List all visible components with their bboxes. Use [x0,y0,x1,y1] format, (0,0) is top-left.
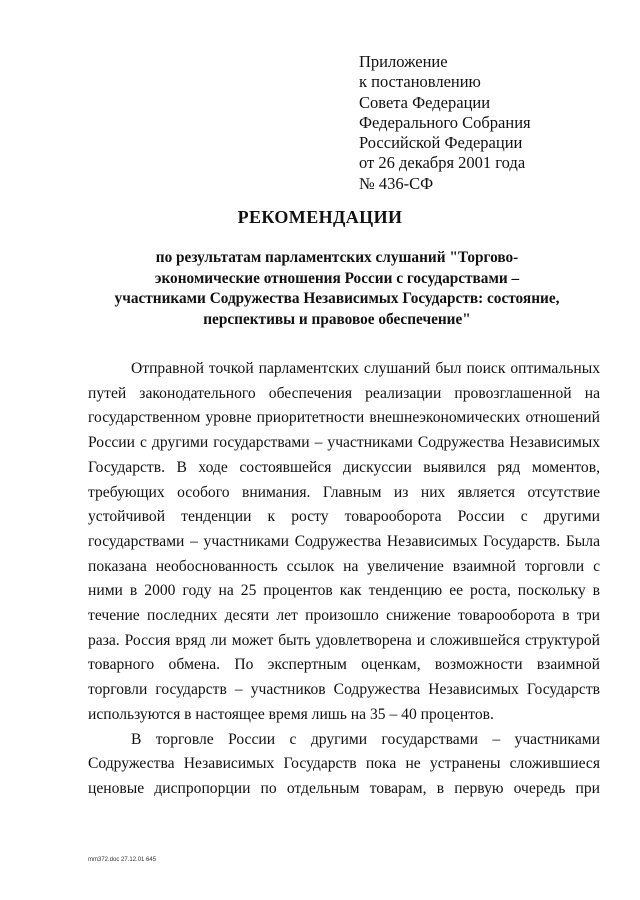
document-title: РЕКОМЕНДАЦИИ [237,207,403,227]
document-body [88,357,600,802]
subtitle-line: экономические отношения России с государствами – [154,269,520,287]
body-paragraph: В торговле России с другими государствами – участниками Содружества Независимых Государств пока не устранены сложившиеся ценовые диспропорции по отдельным товарам, в первую очередь при [88,730,600,797]
document-subtitle [110,248,564,330]
appendix-line: к постановлению [359,72,481,92]
appendix-line: от 26 декабря 2001 года [359,153,526,173]
appendix-line: Приложение [359,52,448,71]
subtitle-line: перспективы и правовое обеспечение" [203,310,471,328]
subtitle-line: участниками Содружества Независимых Государств: состояние, [114,290,560,307]
body-paragraph: Отправной точкой парламентских слушаний был поиск оптимальных путей законодательного обеспечения реализации провозглашенной на государственном уровне приоритетности внешнеэкономических отношений России с другими государствами – участниками Содружества Независимых Государств. В ходе состоявшейся дискуссии выявился ряд моментов, требующих особого внимания. Главным из них является отсутствие устойчивой тенденции к росту товарооборота России с другими государствами – участниками Содружества Независимых Государств. Была показана необоснованность ссылок на увеличение взаимной торговли с ними в 2000 году на 25 процентов как тенденцию ее роста, поскольку в течение последних десяти лет произошло снижение товарооборота в три раза. Россия вряд ли может быть удовлетворена и сложившейся структурой товарного обмена. По экспертным оценкам, возможности взаимной торговли государств – участников Содружества Независимых Государств используются в настоящее время лишь на 35 – 40 процентов. [88,360,600,723]
appendix-line: Федерального Собрания [359,112,531,132]
appendix-line: Российской Федерации [359,133,523,153]
footer-file-code: mm372.doc 27.12.01 645 [88,857,157,863]
appendix-line: № 436-СФ [359,173,434,193]
appendix-block [359,52,599,194]
subtitle-line: по результатам парламентских слушаний "Торгово- [155,249,519,266]
appendix-line: Совета Федерации [359,92,491,112]
